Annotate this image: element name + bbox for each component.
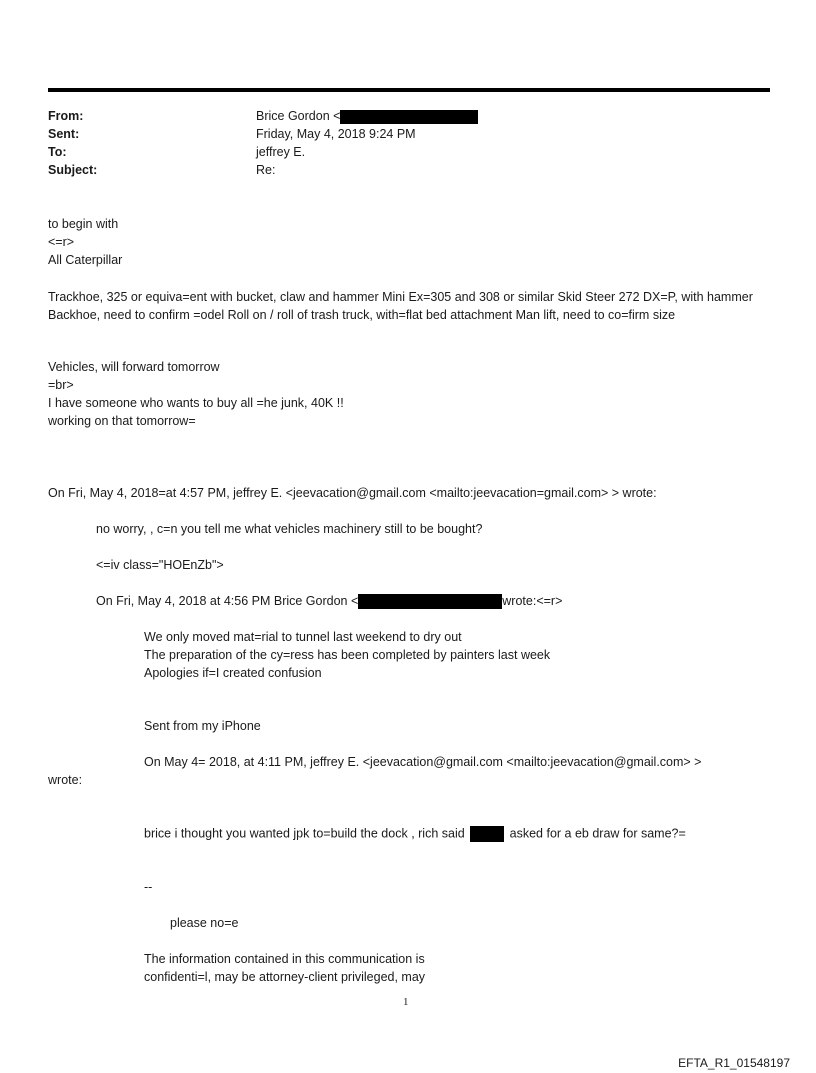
quote-line: The preparation of the cy=ress has been completed by painters last week [144,648,551,662]
body-line: =br> [48,378,74,392]
quote-line: confidenti=l, may be attorney-client privileged, may [144,970,426,984]
from-value [256,109,478,124]
subject-label: Subject: [48,163,98,177]
document-id: EFTA_R1_01548197 [678,1056,790,1070]
body-line: All Caterpillar [48,253,123,267]
quote-header-text: wrote:<=r> [502,594,563,608]
page-number: 1 [403,996,409,1008]
sent-label: Sent: [48,127,80,141]
header-rule [48,88,770,92]
quote-line: wrote: [48,773,83,787]
equipment-paragraph: Trackhoe, 325 or equiva=ent with bucket, claw and hammer Mini Ex=305 and 308 or similar Skid Steer 272 DX=P, with hammer Backhoe, need to confirm =odel Roll on / roll of trash truck, with=flat bed attachment Man lift, need to co=firm size [48,290,753,322]
quote-line: Sent from my iPhone [144,719,261,733]
body-line: I have someone who wants to buy all =he junk, 40K !! [48,396,344,410]
quote-line: <=iv class="HOEnZb"> [96,558,224,572]
quote-line [144,826,686,842]
body-line: Vehicles, will forward tomorrow [48,360,220,374]
quote-header [96,594,562,609]
quote-line: The information contained in this communication is [144,952,425,966]
quote-line: We only moved mat=rial to tunnel last weekend to dry out [144,630,462,644]
body-line: to begin with [48,217,119,231]
quote-line: please no=e [170,916,239,930]
quote-line: Apologies if=I created confusion [144,666,322,680]
quote-line: On May 4= 2018, at 4:11 PM, jeffrey E. <jeevacation@gmail.com <mailto:jeevacation@gmail.com> > [144,755,702,769]
from-name: Brice Gordon < [256,109,341,123]
redaction-box [358,594,502,609]
redaction-box [470,826,504,842]
quote-header: On Fri, May 4, 2018=at 4:57 PM, jeffrey E. <jeevacation@gmail.com <mailto:jeevacation=gmail.com> > wrote: [48,486,657,500]
quote-text: asked for a eb draw for same?= [509,826,686,841]
quote-line: no worry, , c=n you tell me what vehicles machinery still to be bought? [96,522,483,536]
redaction-box [340,110,478,124]
body-line: <=r> [48,235,75,249]
from-label: From: [48,109,84,123]
quote-line: -- [144,880,153,894]
body-line: working on that tomorrow= [48,414,196,428]
subject-value: Re: [256,163,276,177]
quote-header-text: On Fri, May 4, 2018 at 4:56 PM Brice Gordon < [96,594,359,608]
quote-text: brice i thought you wanted jpk to=build the dock , rich said [144,826,465,841]
to-value: jeffrey E. [256,145,306,159]
to-label: To: [48,145,67,159]
sent-value: Friday, May 4, 2018 9:24 PM [256,127,416,141]
